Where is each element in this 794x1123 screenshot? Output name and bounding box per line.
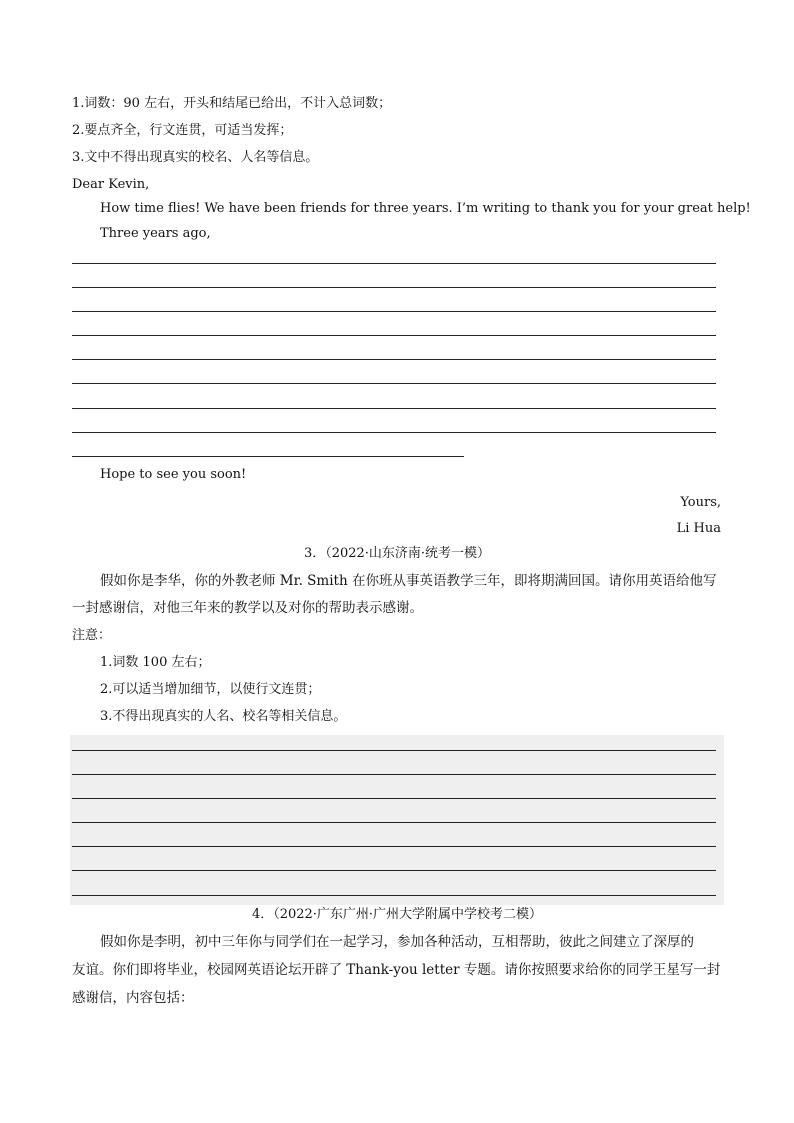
question-3-body-line1: 假如你是李华，你的外教老师 Mr. Smith 在你班从事英语教学三年，即将期满回国。请你用英语给他写 <box>100 573 717 589</box>
question-3-note-2: 2.可以适当增加细节，以使行文连贯； <box>100 682 321 697</box>
answer-line[interactable] <box>72 750 716 751</box>
answer-line[interactable] <box>72 798 716 799</box>
answer-line[interactable] <box>72 408 716 409</box>
question-3-note-1: 1.词数 100 左右； <box>100 655 211 670</box>
question-4-heading: 4．（2022·广东广州·广州大学附属中学校考二模） <box>251 907 543 922</box>
note-coherence: 2.要点齐全，行文连贯，可适当发挥； <box>72 123 293 138</box>
answer-line[interactable] <box>72 311 716 312</box>
note-word-count: 1.词数：90 左右，开头和结尾已给出，不计入总词数； <box>72 96 392 111</box>
letter-salutation: Dear Kevin, <box>72 177 150 192</box>
answer-line[interactable] <box>72 383 716 384</box>
answer-line[interactable] <box>72 359 716 360</box>
question-4-body-line3: 感谢信，内容包括： <box>72 990 194 1006</box>
answer-area-question3[interactable] <box>70 735 724 905</box>
question-4-body-line1: 假如你是李明，初中三年你与同学们在一起学习，参加各种活动，互相帮助，彼此之间建立了深厚的 <box>100 934 694 950</box>
letter-prompt: Three years ago, <box>100 226 211 241</box>
question-3-notice-label: 注意： <box>72 628 112 643</box>
answer-line[interactable] <box>72 432 716 433</box>
question-3-body-line2: 一封感谢信，对他三年来的教学以及对你的帮助表示感谢。 <box>72 600 423 616</box>
answer-line[interactable] <box>72 895 716 896</box>
letter-opening: How time flies! We have been friends for three years. I’m writing to thank you for your great help! <box>100 201 751 216</box>
question-4-body-line2: 友谊。你们即将毕业，校园网英语论坛开辟了 Thank-you letter 专题。请你按照要求给你的同学王星写一封 <box>72 962 721 978</box>
answer-line[interactable] <box>72 774 716 775</box>
letter-closing: Hope to see you soon! <box>100 467 247 482</box>
letter-signature: Li Hua <box>676 521 721 536</box>
answer-line[interactable] <box>72 870 716 871</box>
answer-line[interactable] <box>72 822 716 823</box>
note-no-real-names: 3.文中不得出现真实的校名、人名等信息。 <box>72 150 319 165</box>
question-3-note-3: 3.不得出现真实的人名、校名等相关信息。 <box>100 709 347 724</box>
answer-line[interactable] <box>72 287 716 288</box>
question-3-heading: 3．（2022·山东济南·统考一模） <box>303 546 491 561</box>
answer-line-short[interactable] <box>72 456 464 457</box>
letter-sign-off: Yours, <box>680 495 721 510</box>
answer-line[interactable] <box>72 263 716 264</box>
answer-line[interactable] <box>72 846 716 847</box>
answer-line[interactable] <box>72 335 716 336</box>
